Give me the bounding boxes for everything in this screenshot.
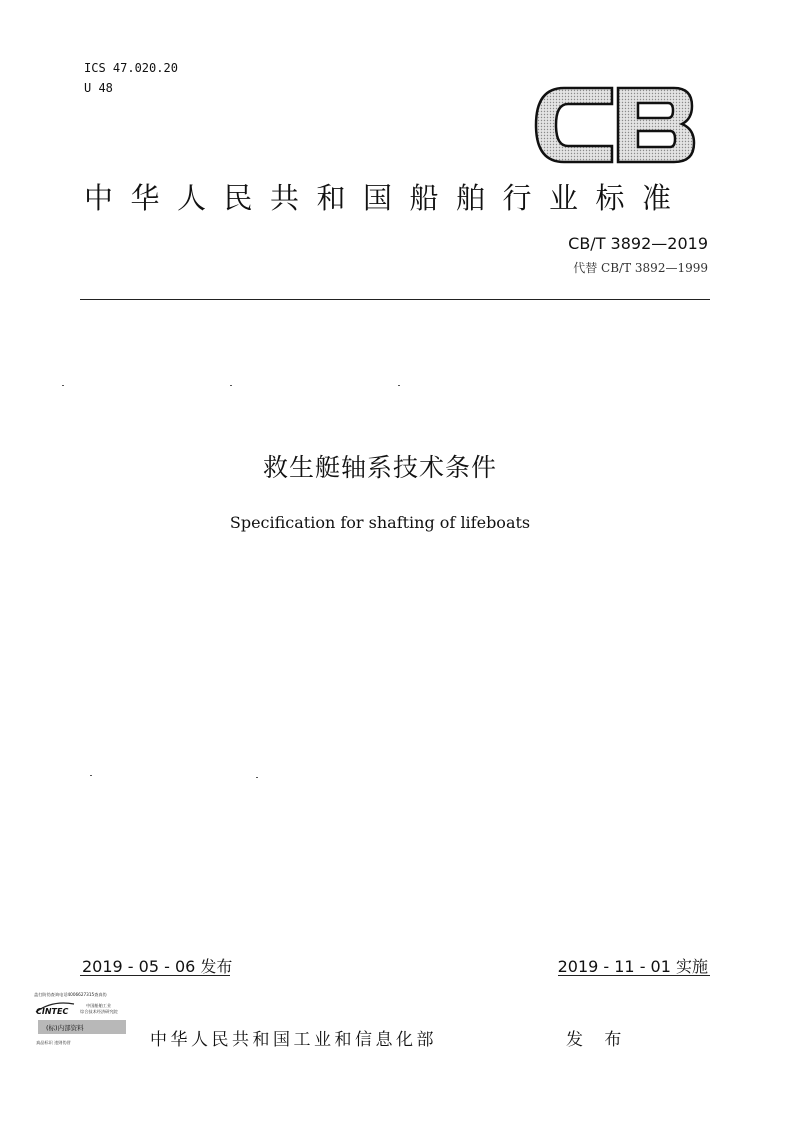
publish-date-underline <box>80 975 230 976</box>
scan-speck <box>398 385 400 386</box>
publish-date: 2019 - 05 - 06 发布 <box>82 957 233 976</box>
issuing-authority: 中华人民共和国工业和信息化部 <box>150 1030 437 1050</box>
scan-speck <box>256 777 258 778</box>
replaces-standard: 代替 CB/T 3892—1999 <box>573 261 708 275</box>
ics-code: ICS 47.020.20 <box>84 61 178 75</box>
scan-speck <box>230 385 232 386</box>
classification-codes <box>84 58 178 98</box>
document-title-chinese: 救生艇轴系技术条件 <box>262 453 497 482</box>
document-title-english: Specification for shafting of lifeboats <box>229 513 531 532</box>
stamp-top-line: 盖打防伪查询电话4006627315查真伪 <box>34 992 107 997</box>
implement-date-underline <box>558 975 710 976</box>
stamp-bottom-line: 真品标识 违则伪冒 <box>36 1040 71 1045</box>
stamp-org-line2: 综合技术经济研究院 <box>80 1009 118 1014</box>
stamp-org-line1: 中国船舶工业 <box>86 1003 112 1008</box>
issue-label: 发 布 <box>566 1030 630 1050</box>
header-divider <box>80 299 710 300</box>
ccs-code: U 48 <box>84 81 113 95</box>
standard-number: CB/T 3892—2019 <box>568 234 708 253</box>
scan-speck <box>62 385 64 386</box>
stamp-seal-line: (标)内部资料 <box>46 1024 84 1032</box>
implement-date: 2019 - 11 - 01 实施 <box>557 957 708 976</box>
standard-series-title: 中华人民共和国船舶行业标准 <box>84 181 689 215</box>
anti-counterfeit-stamp-icon <box>34 990 134 1046</box>
scan-speck <box>90 775 92 776</box>
cb-logo-icon <box>534 86 696 164</box>
stamp-brand: CINTEC <box>36 1007 69 1016</box>
